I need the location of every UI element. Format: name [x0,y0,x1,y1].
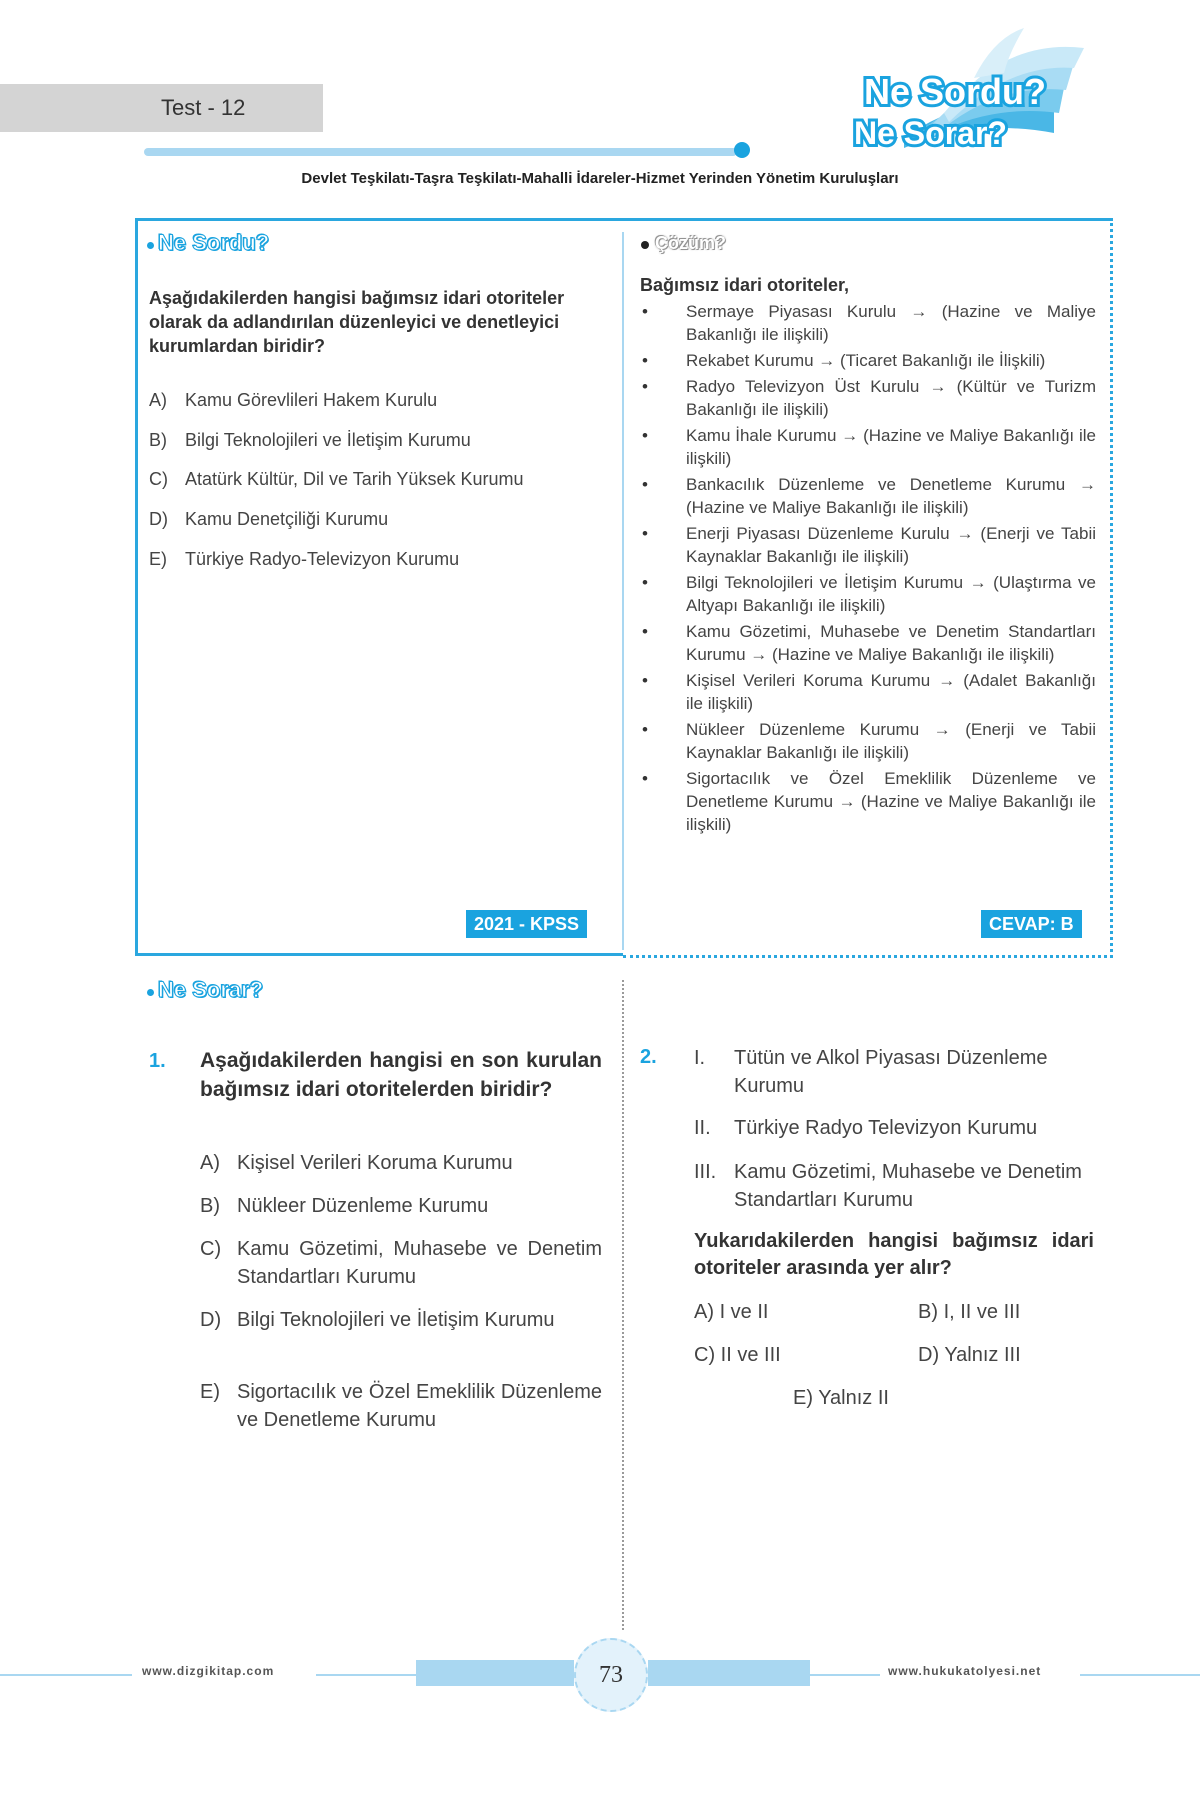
test-label: Test - 12 [161,95,246,120]
list-item: • Enerji Piyasası Düzenleme Kurulu → (Enerji ve Tabii Kaynaklar Bakanlığı ile ilişkili) [640,522,1096,568]
cozum-box-top-border [623,218,1113,221]
svg-text:Ne Sorar?: Ne Sorar? [854,115,1007,151]
svg-text:Ne Sordu?: Ne Sordu? [864,71,1047,112]
answer-badge: CEVAP: B [981,910,1082,938]
question-2-text: Yukarıdakilerden hangisi bağımsız idari otoriteler arasında yer alır? [694,1230,1094,1279]
cozum-heading: Bağımsız idari otoriteler, [640,275,850,295]
ne-sordu-tag-label: Ne Sordu? [158,230,270,255]
list-item: • Sermaye Piyasası Kurulu → (Hazine ve Maliye Bakanlığı ile ilişkili) [640,300,1096,346]
ne-sorar-tag [147,977,263,1003]
footer-rule-right [1080,1674,1200,1676]
question-1-text: Aşağıdakilerden hangisi en son kurulan bağımsız idari otoritelerden biridir? [200,1049,602,1101]
ne-sordu-option-c: C) Atatürk Kültür, Dil ve Tarih Yüksek Kurumu [149,469,524,489]
list-item: • Kişisel Verileri Koruma Kurumu → (Adalet Bakanlığı ile ilişkili) [640,669,1096,715]
list-item: • Kamu Gözetimi, Muhasebe ve Denetim Standartları Kurumu → (Hazine ve Maliye Bakanlığı ile ilişkili) [640,620,1096,666]
cozum-box-bottom-border [623,955,1113,958]
question-2-option-c: C) II ve III [694,1344,781,1366]
question-1-option-a: A) Kişisel Verileri Koruma Kurumu [200,1152,513,1174]
column-divider-bottom [622,980,624,1630]
list-item: • Nükleer Düzenleme Kurumu → (Enerji ve Tabii Kaynaklar Bakanlığı ile ilişkili) [640,718,1096,764]
ne-sordu-option-e: E) Türkiye Radyo-Televizyon Kurumu [149,549,460,569]
ne-sordu-logo [754,18,1094,160]
ne-sordu-option-a: A) Kamu Görevlileri Hakem Kurulu [149,390,438,410]
list-item: • Radyo Televizyon Üst Kurulu → (Kültür ve Turizm Bakanlığı ile ilişkili) [640,375,1096,421]
footer-rule-left-inner [316,1674,416,1676]
question-2-option-d: D) Yalnız III [918,1344,1021,1366]
footer-bar-left [416,1660,574,1686]
question-2-option-a: A) I ve II [694,1301,769,1323]
question-2-number: 2. [640,1046,657,1068]
cozum-tag [641,233,726,254]
footer-bar-right [648,1660,810,1686]
ne-sordu-option-b: B) Bilgi Teknolojileri ve İletişim Kurumu [149,430,471,450]
list-item: • Sigortacılık ve Özel Emeklilik Düzenleme ve Denetleme Kurumu → (Hazine ve Maliye Bakanlığı ile ilişkili) [640,767,1096,836]
question-2-statement-3: III. Kamu Gözetimi, Muhasebe ve Denetim Standartları Kurumu [694,1161,1082,1211]
bullet-dot-icon [641,241,649,249]
footer-url-left: www.dizgikitap.com [142,1664,275,1678]
ne-sordu-tag [147,230,269,256]
list-item: • Rekabet Kurumu → (Ticaret Bakanlığı ile İlişkili) [640,349,1096,372]
footer-url-right: www.hukukatolyesi.net [888,1664,1042,1678]
column-divider-top [622,232,624,950]
question-1-option-d: D) Bilgi Teknolojileri ve İletişim Kurumu [200,1309,555,1331]
exam-year-badge: 2021 - KPSS [466,910,587,938]
header-rule [144,148,737,156]
test-tab [0,84,323,132]
ne-sordu-question: Aşağıdakilerden hangisi bağımsız idari otoriteler olarak da adlandırılan düzenleyici ve denetleyici kurumlardan biridir? [149,288,565,356]
bullet-dot-icon [147,242,154,249]
ne-sordu-option-d: D) Kamu Denetçiliği Kurumu [149,509,389,529]
page-subtitle: Devlet Teşkilatı-Taşra Teşkilatı-Mahalli İdareler-Hizmet Yerinden Yönetim Kuruluşları [301,170,899,187]
cozum-list [640,300,1096,839]
bullet-dot-icon [147,989,154,996]
list-item: • Bilgi Teknolojileri ve İletişim Kurumu → (Ulaştırma ve Altyapı Bakanlığı ile ilişkili) [640,571,1096,617]
question-2-statement-1: I. Tütün ve Alkol Piyasası Düzenleme Kurumu [694,1047,1048,1097]
question-1-option-b: B) Nükleer Düzenleme Kurumu [200,1195,489,1217]
question-1-option-c: C) Kamu Gözetimi, Muhasebe ve Denetim Standartları Kurumu [200,1238,602,1288]
page-number: 73 [574,1638,648,1712]
header-dot [734,142,750,158]
ne-sorar-tag-label: Ne Sorar? [158,977,264,1002]
footer-rule-left [0,1674,132,1676]
question-1-number: 1. [149,1050,166,1072]
question-2-option-e: E) Yalnız II [793,1387,889,1409]
list-item: • Bankacılık Düzenleme ve Denetleme Kurumu → (Hazine ve Maliye Bakanlığı ile ilişkili) [640,473,1096,519]
footer-rule-right-inner [810,1674,880,1676]
question-2-option-b: B) I, II ve III [918,1301,1021,1323]
list-item: • Kamu İhale Kurumu → (Hazine ve Maliye Bakanlığı ile ilişkili) [640,424,1096,470]
cozum-tag-label: Çözüm? [655,233,726,253]
question-1-option-e: E) Sigortacılık ve Özel Emeklilik Düzenleme ve Denetleme Kurumu [200,1381,602,1431]
question-2-statement-2: II. Türkiye Radyo Televizyon Kurumu [694,1117,1038,1139]
cozum-box-right-border [1110,218,1113,958]
